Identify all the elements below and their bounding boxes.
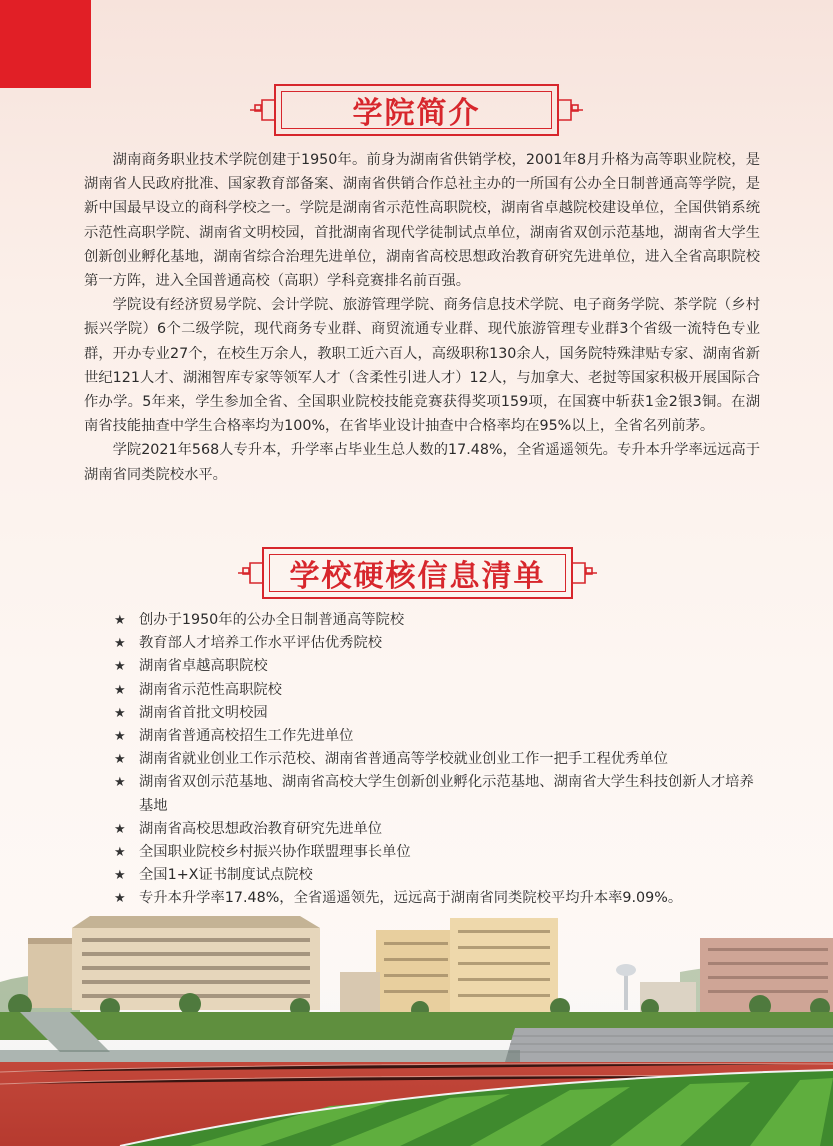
intro-paragraph: 学院2021年568人专升本，升学率占毕业生总人数的17.48%，全省遥遥领先。专升本升学率远远高于湖南省同类院校水平。 [84,442,760,483]
star-icon: ★ [114,729,126,745]
star-icon: ★ [114,613,126,628]
list-item: ★ 全国职业院校乡村振兴协作联盟理事长单位 [114,841,754,864]
facts-list [114,609,754,911]
star-icon: ★ [114,659,126,675]
star-icon: ★ [114,752,126,768]
heading-frame [262,547,573,599]
campus-scene-image [0,912,833,1146]
section-heading-intro [0,80,833,140]
star-icon: ★ [114,705,126,721]
list-item: ★ 全国1+X证书制度试点院校 [114,864,754,887]
red-corner-block [0,0,91,88]
list-item: ★ 创办于1950年的公办全日制普通高等院校 [114,609,754,632]
list-item: ★ 湖南省就业创业工作示范校、湖南省普通高等学校就业创业工作一把手工程优秀单位 [114,748,754,771]
list-item: ★ 湖南省首批文明校园 [114,702,754,725]
list-item: ★ 湖南省普通高校招生工作先进单位 [114,725,754,748]
star-icon: ★ [114,682,126,698]
star-icon: ★ [114,821,126,837]
list-item: ★ 湖南省双创示范基地、湖南省高校大学生创新创业孵化示范基地、湖南省大学生科技创新人才培养基地 [114,771,754,817]
list-item: ★ 教育部人才培养工作水平评估优秀院校 [114,632,754,655]
list-item: ★ 湖南省高校思想政治教育研究先进单位 [114,818,754,841]
list-item: ★ 湖南省示范性高职院校 [114,679,754,702]
star-icon: ★ [114,775,126,791]
intro-paragraph: 学院设有经济贸易学院、会计学院、旅游管理学院、商务信息技术学院、电子商务学院、茶学院（乡村振兴学院）6个二级学院，现代商务专业群、商贸流通专业群、现代旅游管理专业群3个省级一流特色专业群，开办专业27个，在校生万余人，教职工近六百人，高级职称130余人，国务院特殊津贴专家、湖南省新世纪121人才、湖湘智库专家等领军人才（含柔性引进人才）12人，与加拿大、老挝等国家积极开展国际合作办学。5年来，学生参加全省、全国职业院校技能竞赛获得奖项159项，在国赛中斩获1金2银3铜。在湖南省技能抽查中学生合格率均为100%，在省毕业设计抽查中合格率均在95%以上，全省名列前茅。 [84,297,760,435]
star-icon: ★ [114,845,126,861]
list-item: ★ 专升本升学率17.48%，全省遥遥领先，远远高于湖南省同类院校平均升本率9.09%。 [114,887,754,910]
list-item: ★ 湖南省卓越高职院校 [114,655,754,678]
intro-text [84,148,760,487]
star-icon: ★ [114,891,126,907]
section-title: 学校硬核信息清单 [289,559,546,594]
intro-paragraph: 湖南商务职业技术学院创建于1950年。前身为湖南省供销学校，2001年8月升格为高等职业院校，是湖南省人民政府批准、国家教育部备案、湖南省供销合作总社主办的一所国有公办全日制普通高等学院，是新中国最早设立的商科学校之一。学院是湖南省示范性高职院校，湖南省卓越院校建设单位，全国供销系统示范性高职学院、湖南省文明校园，首批湖南省现代学徒制试点单位，湖南省双创示范基地，湖南省大学生创新创业孵化基地，湖南省综合治理先进单位，湖南省高校思想政治教育研究先进单位，进入全省高职院校第一方阵，进入全国普通高校（高职）学科竞赛排名前百强。 [84,152,760,290]
section-heading-facts [0,543,833,603]
page-title: 学院简介 [352,96,481,131]
star-icon: ★ [114,636,126,652]
heading-frame [274,84,559,136]
star-icon: ★ [114,868,126,884]
